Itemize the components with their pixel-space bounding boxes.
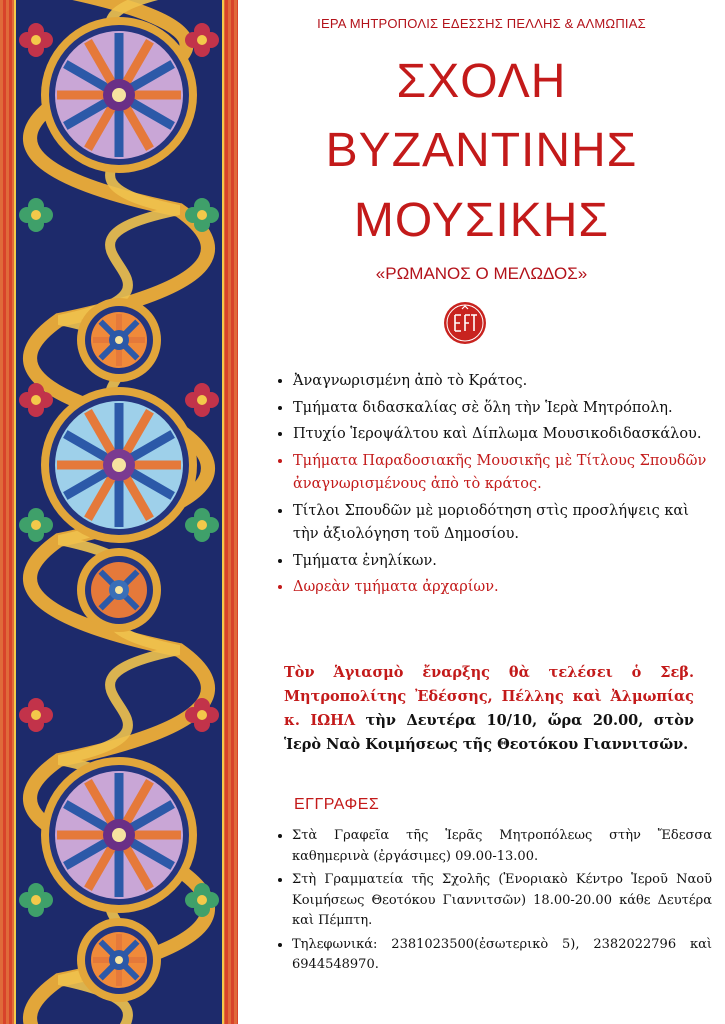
rosette-medallion [41,387,197,543]
feature-item: • Τμήματα διδασκαλίας σὲ ὅλη τὴν Ἱερὰ Μητρόπολη. [293,397,713,421]
feature-item: • Πτυχίο Ἱεροψάλτου καὶ Δίπλωμα Μουσικοδιδασκάλου. [293,423,713,447]
rosette-medallion [77,298,161,382]
announcement-highlight: Τὸν Ἁγιασμὸ ἔναρξης θὰ τελέσει ὁ Σεβ. Μητροπολίτης Ἐδέσσης, Πέλλης καὶ Ἀλμωπίας κ. ΙΩΗΛ [284,664,694,729]
organization-name: ΙΕΡΑ ΜΗΤΡΟΠΟΛΙΣ ΕΔΕΣΣΗΣ ΠΕΛΛΗΣ & ΑΛΜΩΠΙΑΣ [317,16,646,31]
features-list [271,370,713,603]
rosette-medallion [41,17,197,173]
announcement-details: τὴν Δευτέρα 10/10, ὥρα 20.00, στὸν Ἱερὸ Ναὸ Κοιμήσεως τῆς Θεοτόκου Γιαννιτσῶν. [284,712,694,753]
title-line-3: ΜΟΥΣΙΚΗΣ [353,194,610,247]
feature-item: • Ἀναγνωρισμένη ἀπὸ τὸ Κράτος. [293,370,713,394]
blessing-announcement [284,661,694,757]
school-seal-icon [443,301,487,345]
content-column [238,0,725,1024]
rosette-medallion [41,757,197,913]
title-line-2: ΒΥΖΑΝΤΙΝΗΣ [325,124,638,177]
byzantine-ornament-banner [0,0,238,1024]
registration-item: • Στὴ Γραμματεία τῆς Σχολῆς (Ἐνοριακὸ Κέντρο Ἱεροῦ Ναοῦ Κοιμήσεως Θεοτόκου Γιαννιτσῶν) 18.00-20.00 κάθε Δευτέρα καὶ Πέμπτη. [292,870,712,932]
rosette-medallion [77,548,161,632]
feature-item: • Τμήματα ἐνηλίκων. [293,550,713,574]
title-line-1: ΣΧΟΛΗ [396,55,567,108]
feature-item: • Τίτλοι Σπουδῶν μὲ μοριοδότηση στὶς προσλήψεις καὶ τὴν ἀξιολόγηση τοῦ Δημοσίου. [293,500,713,547]
feature-item: • Τμήματα Παραδοσιακῆς Μουσικῆς μὲ Τίτλους Σπουδῶν ἀναγνωρισμένους ἀπὸ τὸ κράτος. [293,450,713,497]
registration-item: • Στὰ Γραφεῖα τῆς Ἱερᾶς Μητροπόλεως στὴν Ἔδεσσα καθημερινὰ (ἐργάσιμες) 09.00-13.00. [292,826,712,867]
registration-heading: ΕΓΓΡΑΦΕΣ [294,796,380,813]
rosette-medallion [77,918,161,1002]
school-subtitle: «ΡΩΜΑΝΟΣ Ο ΜΕΛΩΔΟΣ» [375,264,588,283]
feature-item: • Δωρεὰν τμήματα ἀρχαρίων. [293,576,713,600]
registration-item: • Τηλεφωνικά: 2381023500(ἐσωτερικὸ 5), 2382022796 καὶ 6944548970. [292,935,712,976]
registration-list [270,826,712,979]
